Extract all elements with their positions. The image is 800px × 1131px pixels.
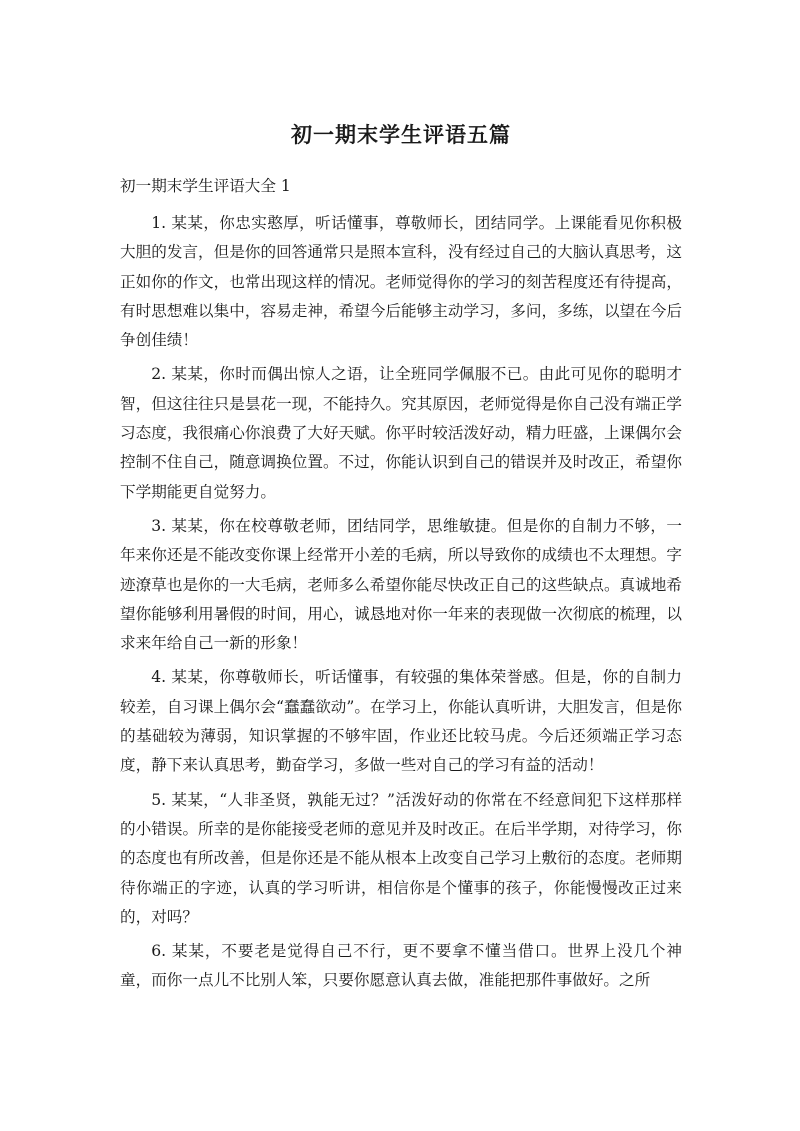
comment-paragraph-4: 4. 某某，你尊敬师长，听话懂事，有较强的集体荣誉感。但是，你的自制力较差，自习课上偶尔会“蠢蠢欲动”。在学习上，你能认真听讲，大胆发言，但是你的基础较为薄弱，知识掌握的不够牢固，作业还比较马虎。今后还须端正学习态度，静下来认真思考，勤奋学习，多做一些对自己的学习有益的活动！: [120, 668, 682, 775]
document-title: 初一期末学生评语五篇: [291, 123, 511, 147]
section-subtitle: 初一期末学生评语大全 1: [120, 177, 291, 195]
comment-paragraph-6: 6. 某某，不要老是觉得自己不行，更不要拿不懂当借口。世界上没几个神童，而你一点儿不比别人笨，只要你愿意认真去做，准能把那件事做好。之所: [120, 942, 682, 990]
comment-paragraph-5: 5. 某某，“人非圣贤，孰能无过？”活泼好动的你常在不经意间犯下这样那样的小错误。所幸的是你能接受老师的意见并及时改正。在后半学期，对待学习，你的态度也有所改善，但是你还是不能从根本上改变自己学习上敷衍的态度。老师期待你端正的字迹，认真的学习听讲，相信你是个懂事的孩子，你能慢慢改正过来的，对吗？: [120, 790, 682, 926]
comment-paragraph-3: 3. 某某，你在校尊敬老师，团结同学，思维敏捷。但是你的自制力不够，一年来你还是不能改变你课上经常开小差的毛病，所以导致你的成绩也不太理想。字迹潦草也是你的一大毛病，老师多么希望你能尽快改正自己的这些缺点。真诚地希望你能够利用暑假的时间，用心，诚恳地对你一年来的表现做一次彻底的梳理，以求来年给自己一新的形象！: [120, 516, 682, 653]
comment-paragraph-1: 1. 某某，你忠实憨厚，听话懂事，尊敬师长，团结同学。上课能看见你积极大胆的发言，但是你的回答通常只是照本宣科，没有经过自己的大脑认真思考，这正如你的作文，也常出现这样的情况。老师觉得你的学习的刻苦程度还有待提高，有时思想难以集中，容易走神，希望今后能够主动学习，多问，多练，以望在今后争创佳绩！: [120, 214, 682, 350]
comment-paragraph-2: 2. 某某，你时而偶出惊人之语，让全班同学佩服不已。由此可见你的聪明才智，但这往往只是昙花一现，不能持久。究其原因，老师觉得是你自己没有端正学习态度，我很痛心你浪费了大好天赋。你平时较活泼好动，精力旺盛，上课偶尔会控制不住自己，随意调换位置。不过，你能认识到自己的错误并及时改正，希望你下学期能更自觉努力。: [120, 365, 682, 501]
document-page: [120, 118, 682, 1001]
